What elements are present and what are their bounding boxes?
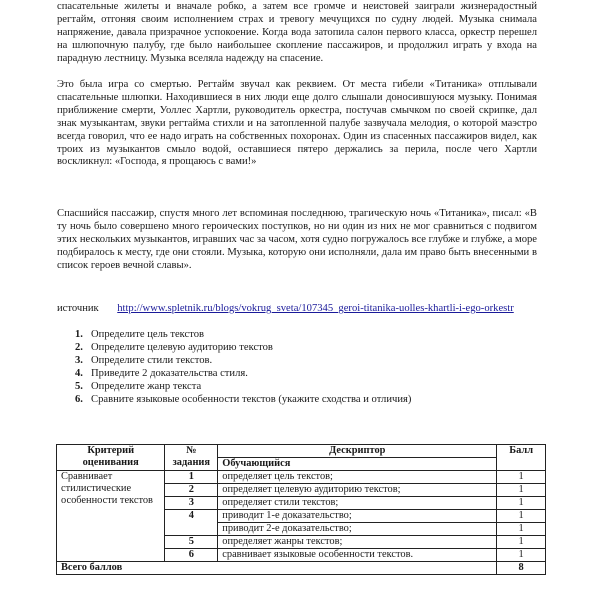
score-cell: 1 <box>497 523 546 536</box>
paragraph-1: спасательные жилеты и вначале робко, а затем все громче и неистовей заиграли жизнерадостный регтайм, отгоняя своим исполнением страх и тревогу мечущихся по судну людей. Музыка снимала напряжение, давала призрачное успокоение. Когда вода затопила салон первого класса, оркестр перешел на шлюпочную палубу, где было наибольшее скопление пассажиров, и продолжил играть у входа на парадную лестницу. Музыка вселяла надежду на спасение. <box>57 1 537 64</box>
task-cell: 5 <box>165 536 218 549</box>
descriptor-cell: определяет стили текстов; <box>218 497 497 510</box>
header-learner: Обучающийся <box>218 458 497 471</box>
total-value: 8 <box>497 562 546 575</box>
descriptor-cell: приводит 1-е доказательство; <box>218 510 497 523</box>
task-number: 2. <box>75 341 83 353</box>
score-cell: 1 <box>497 536 546 549</box>
descriptor-cell: сравнивает языковые особенности текстов. <box>218 549 497 562</box>
task-text: Определите цель текстов <box>91 329 205 340</box>
descriptor-cell: определяет жанры текстов; <box>218 536 497 549</box>
task-text: Определите жанр текста <box>91 380 202 392</box>
task-cell: 3 <box>165 497 218 510</box>
score-cell: 1 <box>497 471 546 484</box>
task-item <box>75 381 411 394</box>
paragraph-3: Спасшийся пассажир, спустя много лет вспоминая последнюю, трагическую ночь «Титаника», писал: «В ту ночь было совершено много героических поступков, но ни один из них не мог сравниться с подвигом этих нескольких музыкантов, игравших час за часом, хотя судно погружалось все глубже и глубже, а море подбиралось к месту, где они стояли. Музыка, которую они исполняли, дала им право быть внесенными в список героев вечной славы». <box>57 208 537 271</box>
table-header-row <box>57 445 546 458</box>
task-cell: 4 <box>165 510 218 536</box>
task-list <box>75 329 411 406</box>
criterion-cell: Сравнивает стилистические особенности текстов <box>57 471 165 562</box>
task-text: Приведите 2 доказательства стиля. <box>91 367 248 379</box>
descriptor-cell: определяет цель текстов; <box>218 471 497 484</box>
task-text: Сравните языковые особенности текстов (укажите сходства и отличия) <box>91 393 412 405</box>
header-task-no: № задания <box>165 445 218 471</box>
table-total-row <box>57 562 546 575</box>
score-cell: 1 <box>497 497 546 510</box>
total-label: Всего баллов <box>57 562 497 575</box>
task-item <box>75 394 411 407</box>
task-cell: 2 <box>165 484 218 497</box>
header-criterion: Критерий оценивания <box>57 445 165 471</box>
task-text: Определите стили текстов. <box>91 354 213 366</box>
paragraph-2: Это была игра со смертью. Регтайм звучал как реквием. От места гибели «Титаника» отплывали спасательные шлюпки. Находившиеся в них люди еще долго слышали доносившуюся музыку. Понимая приближение смерти, Уоллес Хартли, руководитель оркестра, постучав смычком по своей скрипке, дал знак музыкантам, звуки регтайма стихли и на затопленной палубе зазвучала мелодия, о которой маэстро всегда говорил, что ее надо играть на собственных похоронах. Один из спасенных пассажиров видел, как троих из музыкантов смыло водой, оставшиеся пятеро держались за перила, после чего Хартли воскликнул: «Господа, я прощаюсь с вами!» <box>57 79 537 168</box>
task-item <box>75 342 411 355</box>
task-cell: 6 <box>165 549 218 562</box>
task-item <box>75 368 411 381</box>
header-descriptor: Дескриптор <box>218 445 497 458</box>
score-cell: 1 <box>497 549 546 562</box>
descriptor-cell: определяет целевую аудиторию текстов; <box>218 484 497 497</box>
task-item <box>75 329 411 342</box>
table-row <box>57 471 546 484</box>
task-text: Определите целевую аудиторию текстов <box>91 341 273 353</box>
assessment-table <box>56 444 546 575</box>
task-number: 1. <box>75 329 83 340</box>
header-score: Балл <box>497 445 546 471</box>
source-line <box>57 303 537 316</box>
descriptor-cell: приводит 2-е доказательство; <box>218 523 497 536</box>
task-number: 5. <box>75 380 83 392</box>
source-label: источник <box>57 303 99 314</box>
score-cell: 1 <box>497 484 546 497</box>
task-item <box>75 355 411 368</box>
task-number: 6. <box>75 393 83 405</box>
source-link[interactable]: http://www.spletnik.ru/blogs/vokrug_sveta/107345_geroi-titanika-uolles-khartli-i-ego-orkestr <box>117 303 514 314</box>
task-number: 3. <box>75 354 83 366</box>
task-number: 4. <box>75 367 83 379</box>
score-cell: 1 <box>497 510 546 523</box>
task-cell: 1 <box>165 471 218 484</box>
